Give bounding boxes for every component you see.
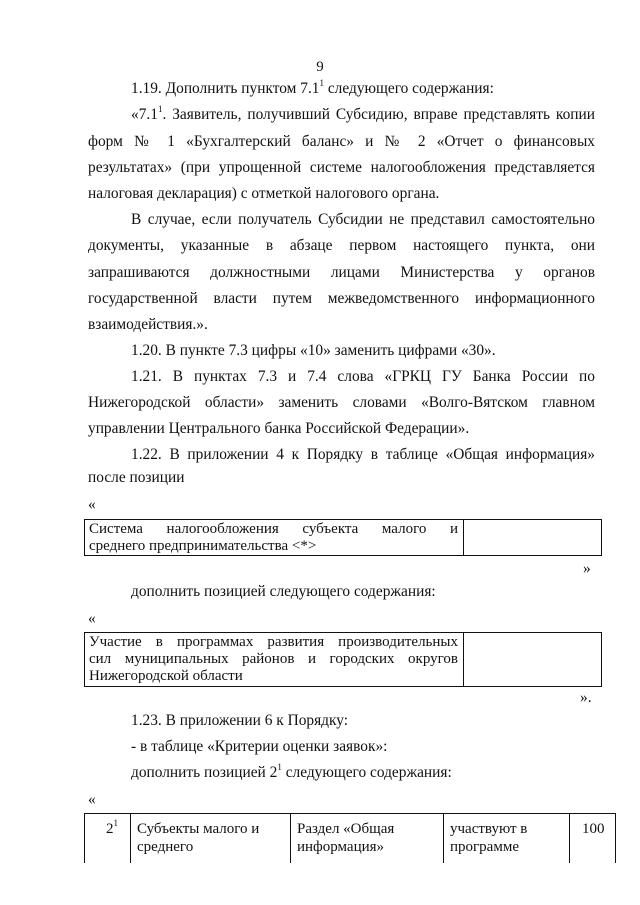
page-number: 9	[316, 59, 324, 75]
item-1-21-line-1: 1.21. В пунктах 7.3 и 7.4 слова «ГРКЦ ГУ Банка России по	[131, 368, 595, 385]
add-position-2-text: дополнить позицией $2^1$ следующего содержания:	[131, 762, 452, 781]
table-criteria-col2-line-1: Раздел «Общая	[297, 821, 395, 837]
table-criteria-col1-line-1: Субъекты малого и	[137, 821, 260, 837]
table-tax-system-line-1: Система налогообложения субъекта малого и	[89, 521, 458, 537]
item-1-19: 1.19. Дополнить пунктом $7.1^1$ следующего содержания:	[131, 78, 494, 97]
table-tax-system-line-2: среднего предпринимательства <*>	[89, 538, 317, 554]
item-1-21-line-3: управлении Центрального банка Российской Федерации».	[88, 420, 470, 437]
para-7-1-line-2: форм № 1 «Бухгалтерский баланс» и № 2 «Отчет о финансовых	[88, 133, 595, 150]
table-criteria-num: $2^1$	[106, 818, 118, 837]
table-criteria-score: 100	[582, 821, 605, 837]
item-1-21-line-2: Нижегородской области» заменить словами «Волго-Вятском главном	[88, 394, 595, 411]
para-case-line-2: документы, указанные в абзаце первом настоящего пункта, они	[88, 237, 595, 254]
table-criteria-col1-line-2: среднего	[137, 839, 194, 855]
para-7-1-line-1: «$7.1^1$. Заявитель, получивший Субсидию, вправе представлять копии	[131, 104, 595, 123]
table-criteria-col2-line-2: информация»	[297, 839, 385, 855]
quote-close-dot: ».	[580, 689, 592, 706]
para-7-1-line-4: налоговая декларация) с отметкой налогового органа.	[88, 185, 440, 202]
table-criteria-col3-line-1: участвуют в	[450, 821, 528, 837]
quote-open-2: «	[88, 610, 96, 627]
item-1-22-line-2: после позиции	[88, 469, 185, 486]
table-dev-programs-line-2: сил муниципальных районов и городских округов	[89, 651, 458, 667]
criteria-table-line: - в таблице «Критерии оценки заявок»:	[131, 738, 388, 755]
item-1-22-line-1: 1.22. В приложении 4 к Порядку в таблице «Общая информация»	[131, 446, 595, 463]
table-criteria-col3-line-2: программе	[450, 839, 519, 855]
item-1-23: 1.23. В приложении 6 к Порядку:	[131, 712, 349, 729]
quote-open-3: «	[88, 791, 96, 808]
quote-open-1: «	[88, 496, 96, 513]
para-case-line-1: В случае, если получатель Субсидии не представил самостоятельно	[131, 211, 595, 228]
item-1-20: 1.20. В пункте 7.3 цифры «10» заменить цифрами «30».	[131, 342, 496, 359]
para-case-line-5: взаимодействия.».	[88, 316, 208, 333]
table-dev-programs-line-3: Нижегородской области	[89, 668, 243, 684]
para-case-line-3: запрашиваются должностными лицами Министерства у органов	[88, 264, 595, 281]
add-position-text: дополнить позицией следующего содержания:	[131, 583, 436, 600]
quote-close-1: »	[583, 560, 591, 577]
table-dev-programs-line-1: Участие в программах развития производительных	[89, 634, 458, 650]
para-case-line-4: государственной власти путем межведомственного информационного	[88, 290, 595, 307]
para-7-1-line-3: результатах» (при упрощенной системе налогообложения представляется	[88, 159, 595, 176]
